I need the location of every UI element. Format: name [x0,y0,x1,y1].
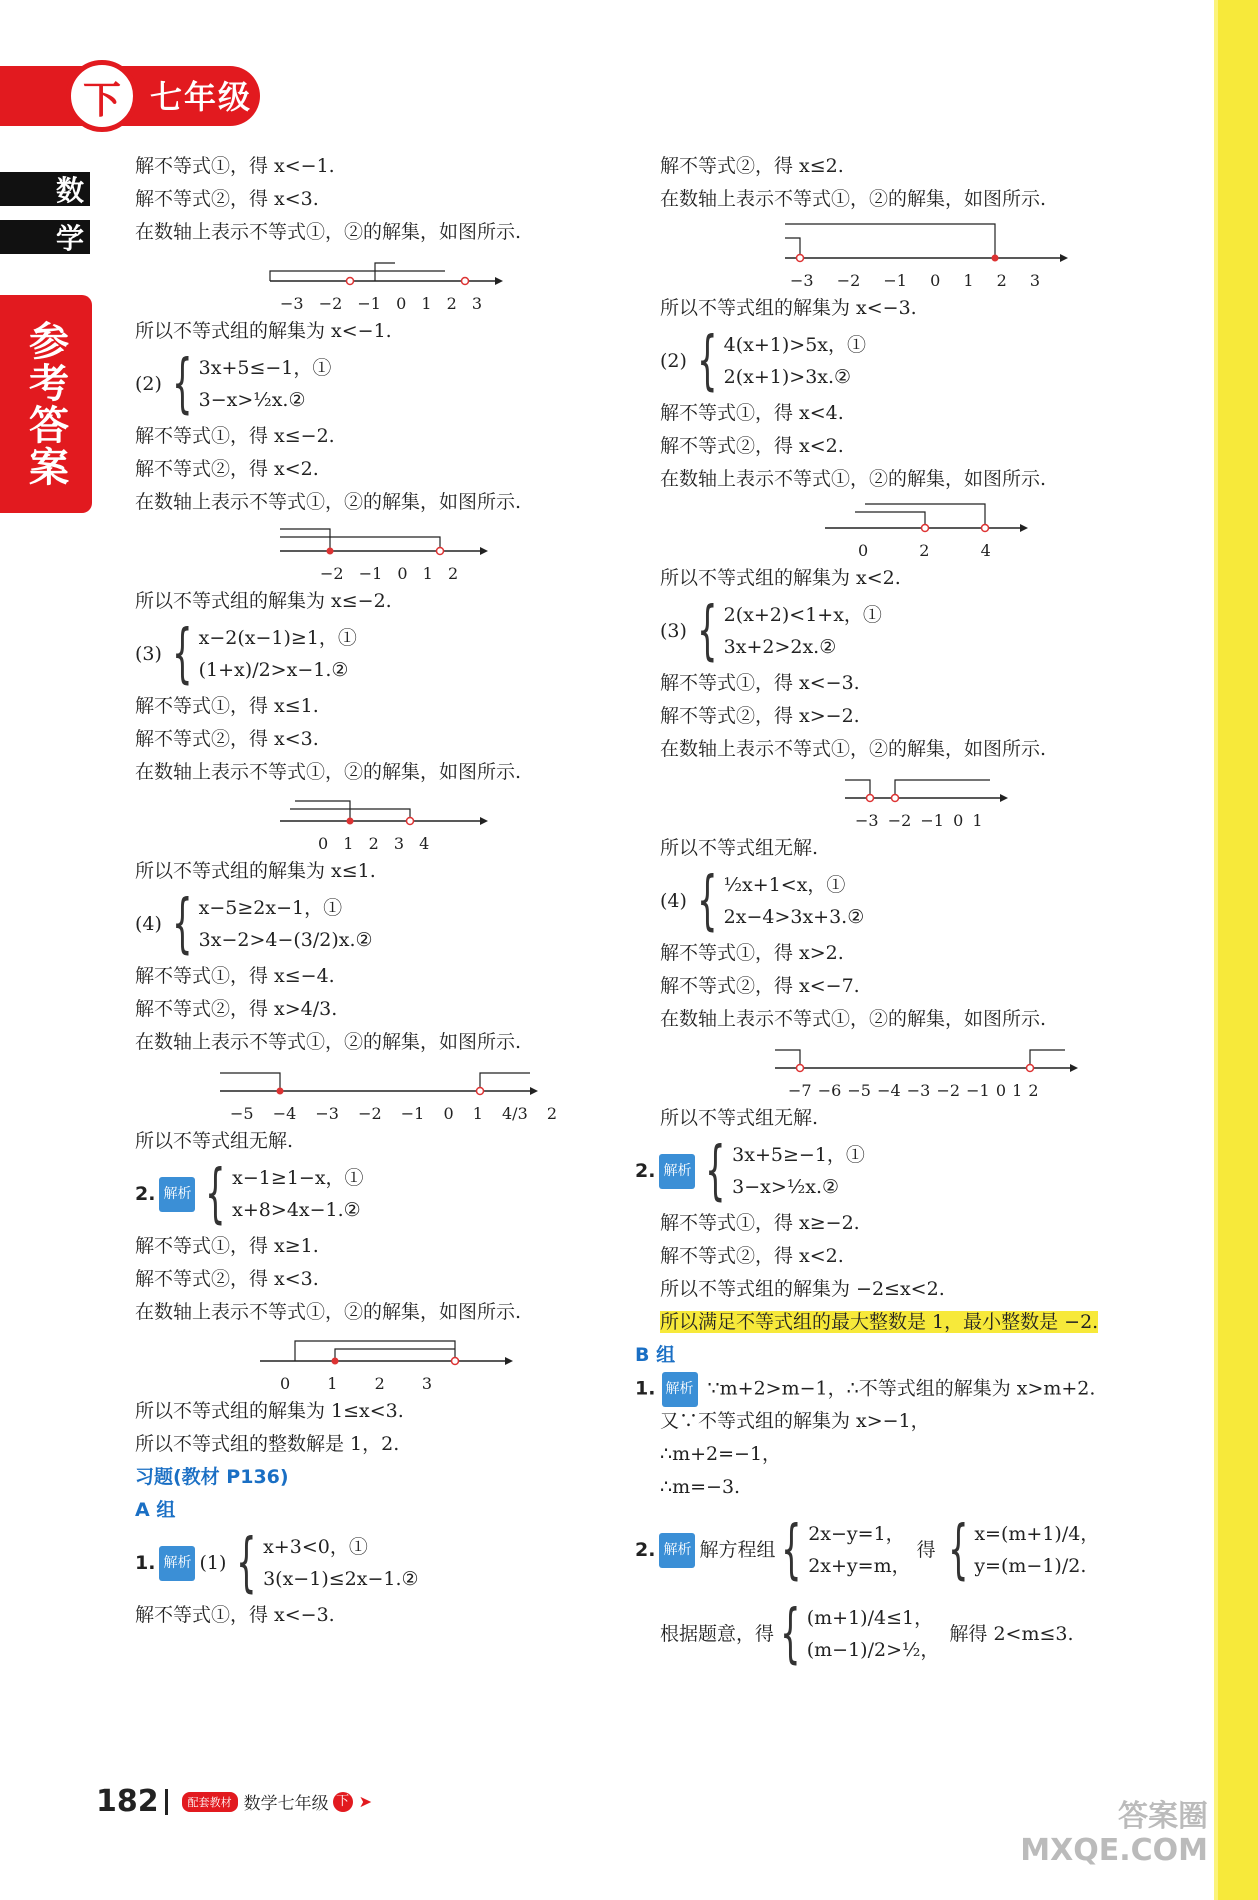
number-line [660,216,1200,292]
text-line: 所以不等式组无解. [135,1130,294,1152]
watermark [1020,1800,1208,1868]
text-line: 解不等式①，得 x≥−2. [660,1212,860,1234]
question-number: 1. [635,1377,656,1400]
text-line: 解不等式②，得 x<3. [135,728,319,750]
tick-label: −2 [318,294,343,313]
text-line: 解不等式②，得 x<3. [135,188,319,210]
watermark-line: 答案圈 [1118,1799,1208,1834]
brace-icon: { [705,1134,726,1208]
tick-label: 3 [393,834,405,853]
tick-label: −4 [877,1081,901,1100]
number-line [660,1036,1200,1102]
text-line: 所以不等式组的解集为 x<−1. [135,320,392,342]
tick-labels [788,1074,1039,1107]
tick-label: −3 [280,294,304,313]
tick-label: 1 [1012,1081,1023,1100]
text-line: 在数轴上表示不等式①，②的解集，如图所示. [135,221,522,243]
question-number: 2. [635,1159,656,1182]
tick-label: −3 [855,811,879,830]
text-line: 在数轴上表示不等式①，②的解集，如图所示. [135,491,522,513]
tick-label: 0 [443,1104,454,1123]
system-row: x+3<0，① [263,1536,368,1558]
inequality-system [135,1526,605,1600]
brace-icon: { [205,1157,226,1231]
number-line [660,496,1200,562]
text-line: 解不等式②，得 x<2. [660,435,844,457]
analysis-badge: 解析 [662,1372,698,1407]
system-label: (4) [135,912,162,935]
number-line [135,789,605,855]
tick-label: 0 [930,271,941,290]
tick-label: 1 [422,564,433,583]
text-line: 解不等式①，得 x>2. [660,942,844,964]
tick-label: −5 [230,1104,254,1123]
text-line: 解不等式①，得 x<−3. [660,672,860,694]
arrow-icon: ➤ [358,1792,373,1811]
text-line: 解不等式②，得 x>−2. [660,705,860,727]
number-line [660,766,1200,832]
tick-label: 1 [343,834,354,853]
text-line: 解不等式②，得 x<3. [135,1268,319,1290]
text-inline: 得 [916,1538,936,1561]
system-label: (1) [199,1551,227,1574]
text-line: 在数轴上表示不等式①，②的解集，如图所示. [135,1301,522,1323]
system-label: (2) [660,349,687,372]
number-line [135,1329,605,1395]
tick-label: −2 [320,564,344,583]
text-line: 所以不等式组的解集为 −2≤x<2. [660,1278,945,1300]
text-line: 在数轴上表示不等式①，②的解集，如图所示. [135,761,522,783]
text-line: 解不等式②，得 x>4/3. [135,998,338,1020]
text-inline: 解得 2<m≤3. [949,1622,1074,1645]
condition-system [660,1597,1200,1671]
number-line [135,249,605,315]
tick-label: −2 [936,1081,961,1100]
group-heading: A 组 [135,1499,176,1521]
text-line: 所以不等式组的整数解是 1，2. [135,1433,400,1455]
inequality-system [660,864,1200,938]
system-row: 3x+2>2x.② [723,636,837,658]
side-label-answers: 参考答案 [0,295,92,513]
page-footer [96,1784,372,1819]
text-line: 解不等式②，得 x≤2. [660,155,844,177]
text-line: 解不等式①，得 x≤−4. [135,965,335,987]
text-line: 所以不等式组无解. [660,1107,819,1129]
number-line [135,1059,605,1125]
tick-label: −5 [847,1081,871,1100]
text-line: 在数轴上表示不等式①，②的解集，如图所示. [660,188,1047,210]
tick-label: 0 [397,564,408,583]
text-line: 解不等式①，得 x<4. [660,402,844,424]
tick-labels [280,1367,432,1400]
system-row: x−1≥1−x，① [232,1167,364,1189]
tick-label: 2 [919,541,930,560]
tick-label: 1 [421,294,432,313]
text-line: 所以不等式组的解集为 x≤−2. [135,590,392,612]
inequality-system [135,887,605,961]
tick-label: 2 [368,834,379,853]
text-line: 解不等式①，得 x≥1. [135,1235,319,1257]
side-label-xue: 学 [0,220,90,254]
section-heading: 习题(教材 P136) [135,1466,289,1488]
analysis-badge: 解析 [159,1546,195,1581]
tick-label: −1 [966,1081,990,1100]
text-line: 所以不等式组的解集为 x≤1. [135,860,376,882]
system-row: x−5≥2x−1，① [198,897,343,919]
text-line: 解不等式①，得 x≤−2. [135,425,335,447]
text-line: 解不等式②，得 x<−7. [660,975,860,997]
text-line: 解不等式②，得 x<2. [135,458,319,480]
analysis-badge: 解析 [659,1154,695,1189]
text-line: 所以不等式组无解. [660,837,819,859]
system-label: (2) [135,372,162,395]
tick-label: 0 [953,811,964,830]
text-line: 所以不等式组的解集为 x<2. [660,567,901,589]
system-row: 3(x−1)≤2x−1.② [263,1568,419,1590]
brace-icon: { [236,1526,257,1600]
system-row: 2x+y=m， [808,1555,911,1577]
tick-label: 0 [280,1374,291,1393]
yellow-margin [1218,0,1258,1900]
system-row: 2(x+1)>3x.② [723,366,852,388]
tick-label: 2 [447,564,459,583]
brace-icon: { [172,347,193,421]
tick-label: −2 [887,811,912,830]
text-line: 解不等式①，得 x<−3. [135,1604,335,1626]
highlighted-line: 所以满足不等式组的最大整数是 1，最小整数是 −2. [660,1311,1099,1333]
publisher-logo: 配套教材 [182,1792,238,1812]
tick-labels [318,827,429,860]
analysis-badge: 解析 [659,1533,695,1568]
text-line: 在数轴上表示不等式①，②的解集，如图所示. [135,1031,522,1053]
tick-label: 2 [374,1374,385,1393]
tick-label: −1 [920,811,944,830]
tick-labels [280,287,482,320]
left-column [135,150,605,1632]
text-line: ∵m+2>m−1，∴不等式组的解集为 x>m+2. [707,1377,1096,1400]
text-inline: 解方程组 [699,1538,776,1561]
tick-label: −3 [906,1081,931,1100]
tick-label: −2 [358,1104,382,1123]
system-row: (m+1)/4≤1， [806,1607,934,1629]
grade-label: 七年级 [150,78,253,116]
tick-label: −1 [883,271,907,290]
tick-label: 0 [995,1081,1006,1100]
tick-label: 4 [419,834,430,853]
system-label: (4) [660,889,687,912]
text-line: 又∵不等式组的解集为 x>−1， [660,1410,930,1432]
system-row: 3x−2>4−(3/2)x.② [198,929,373,951]
brace-icon: { [781,1513,803,1587]
brace-icon: { [947,1513,969,1587]
tick-label: 3 [471,294,483,313]
tick-label: −2 [836,271,861,290]
tick-label: 1 [972,811,983,830]
system-row: 2x−4>3x+3.② [723,906,865,928]
tick-label: 2 [1028,1081,1039,1100]
brace-icon: { [697,864,718,938]
question-number: 2. [635,1538,656,1561]
question-number: 2. [135,1182,156,1205]
inequality-system [660,324,1200,398]
system-row: 3x+5≥−1，① [732,1144,865,1166]
tick-label: −3 [790,271,814,290]
system-row: 2x−y=1， [808,1523,905,1545]
system-row: 3x+5≤−1，① [198,357,332,379]
yellow-margin-edge [1214,0,1218,1900]
system-row: 2(x+2)<1+x，① [723,604,882,626]
tick-label: 2 [446,294,457,313]
text-line: 解不等式①，得 x≤1. [135,695,319,717]
tick-label: −1 [400,1104,425,1123]
number-line [135,519,605,585]
system-row: (1+x)/2>x−1.② [198,659,349,681]
system-row: 3−x>½x.② [732,1176,840,1198]
tick-label: 2 [546,1104,558,1123]
volume-badge: 下 [333,1792,353,1812]
system-row: x−2(x−1)≥1，① [198,627,357,649]
tick-label: 3 [1029,271,1041,290]
system-row: 4(x+1)>5x，① [723,334,867,356]
system-row: (m−1)/2>½， [806,1639,940,1661]
system-row: y=(m−1)/2. [974,1555,1087,1577]
inequality-system [135,617,605,691]
analysis-badge: 解析 [159,1177,195,1212]
inequality-system [135,1157,605,1231]
text-line: ∴m=−3. [660,1476,741,1498]
tick-label: 0 [318,834,329,853]
question-number: 1. [135,1551,156,1574]
volume-circle: 下 [66,60,138,132]
brace-icon: { [780,1597,801,1671]
system-row: 3−x>½x.② [198,389,306,411]
tick-label: −6 [817,1081,842,1100]
tick-label: 1 [963,271,974,290]
group-heading: B 组 [635,1344,676,1366]
tick-label: 4 [980,541,991,560]
text-line: 在数轴上表示不等式①，②的解集，如图所示. [660,468,1047,490]
tick-label: −4 [272,1104,297,1123]
system-label: (3) [135,642,162,665]
text-line: 解不等式②，得 x<2. [660,1245,844,1267]
tick-label: 0 [396,294,407,313]
tick-label: 4/3 [502,1104,528,1123]
footer-divider [165,1789,168,1815]
tick-label: 1 [327,1374,338,1393]
text-line: ∴m+2=−1， [660,1443,782,1465]
tick-label: −3 [315,1104,339,1123]
text-line: 在数轴上表示不等式①，②的解集，如图所示. [660,1008,1047,1030]
tick-labels [230,1097,557,1130]
tick-labels [320,557,458,590]
tick-labels [855,804,983,837]
inequality-system [135,347,605,421]
inequality-system [635,1134,1200,1208]
system-label: (3) [660,619,687,642]
text-line: 在数轴上表示不等式①，②的解集，如图所示. [660,738,1047,760]
watermark-line: MXQE.COM [1020,1833,1208,1868]
brace-icon: { [697,594,718,668]
text-line: 所以不等式组的解集为 x<−3. [660,297,917,319]
tick-labels [790,264,1040,297]
tick-label: −7 [788,1081,812,1100]
tick-labels [858,534,991,567]
brace-icon: { [172,887,193,961]
text-inline: 根据题意，得 [660,1622,775,1645]
text-line: 解不等式①，得 x<−1. [135,155,335,177]
system-row: x+8>4x−1.② [232,1199,361,1221]
tick-label: 2 [996,271,1007,290]
side-label-shu: 数 [0,172,90,206]
equation-system [635,1513,1200,1587]
system-row: x=(m+1)/4， [974,1523,1100,1545]
tick-label: 0 [858,541,869,560]
tick-label: −1 [358,564,383,583]
page-number: 182 [96,1784,159,1819]
text-line: 所以不等式组的解集为 1≤x<3. [135,1400,404,1422]
question-line [635,1372,1200,1405]
tick-label: −1 [357,294,381,313]
inequality-system [660,594,1200,668]
brace-icon: { [172,617,193,691]
grade-tab [0,60,260,132]
system-row: ½x+1<x，① [723,874,846,896]
book-title: 数学七年级 [243,1794,329,1814]
brace-icon: { [697,324,718,398]
right-column [635,150,1200,1671]
tick-label: 1 [472,1104,483,1123]
tick-label: 3 [421,1374,433,1393]
